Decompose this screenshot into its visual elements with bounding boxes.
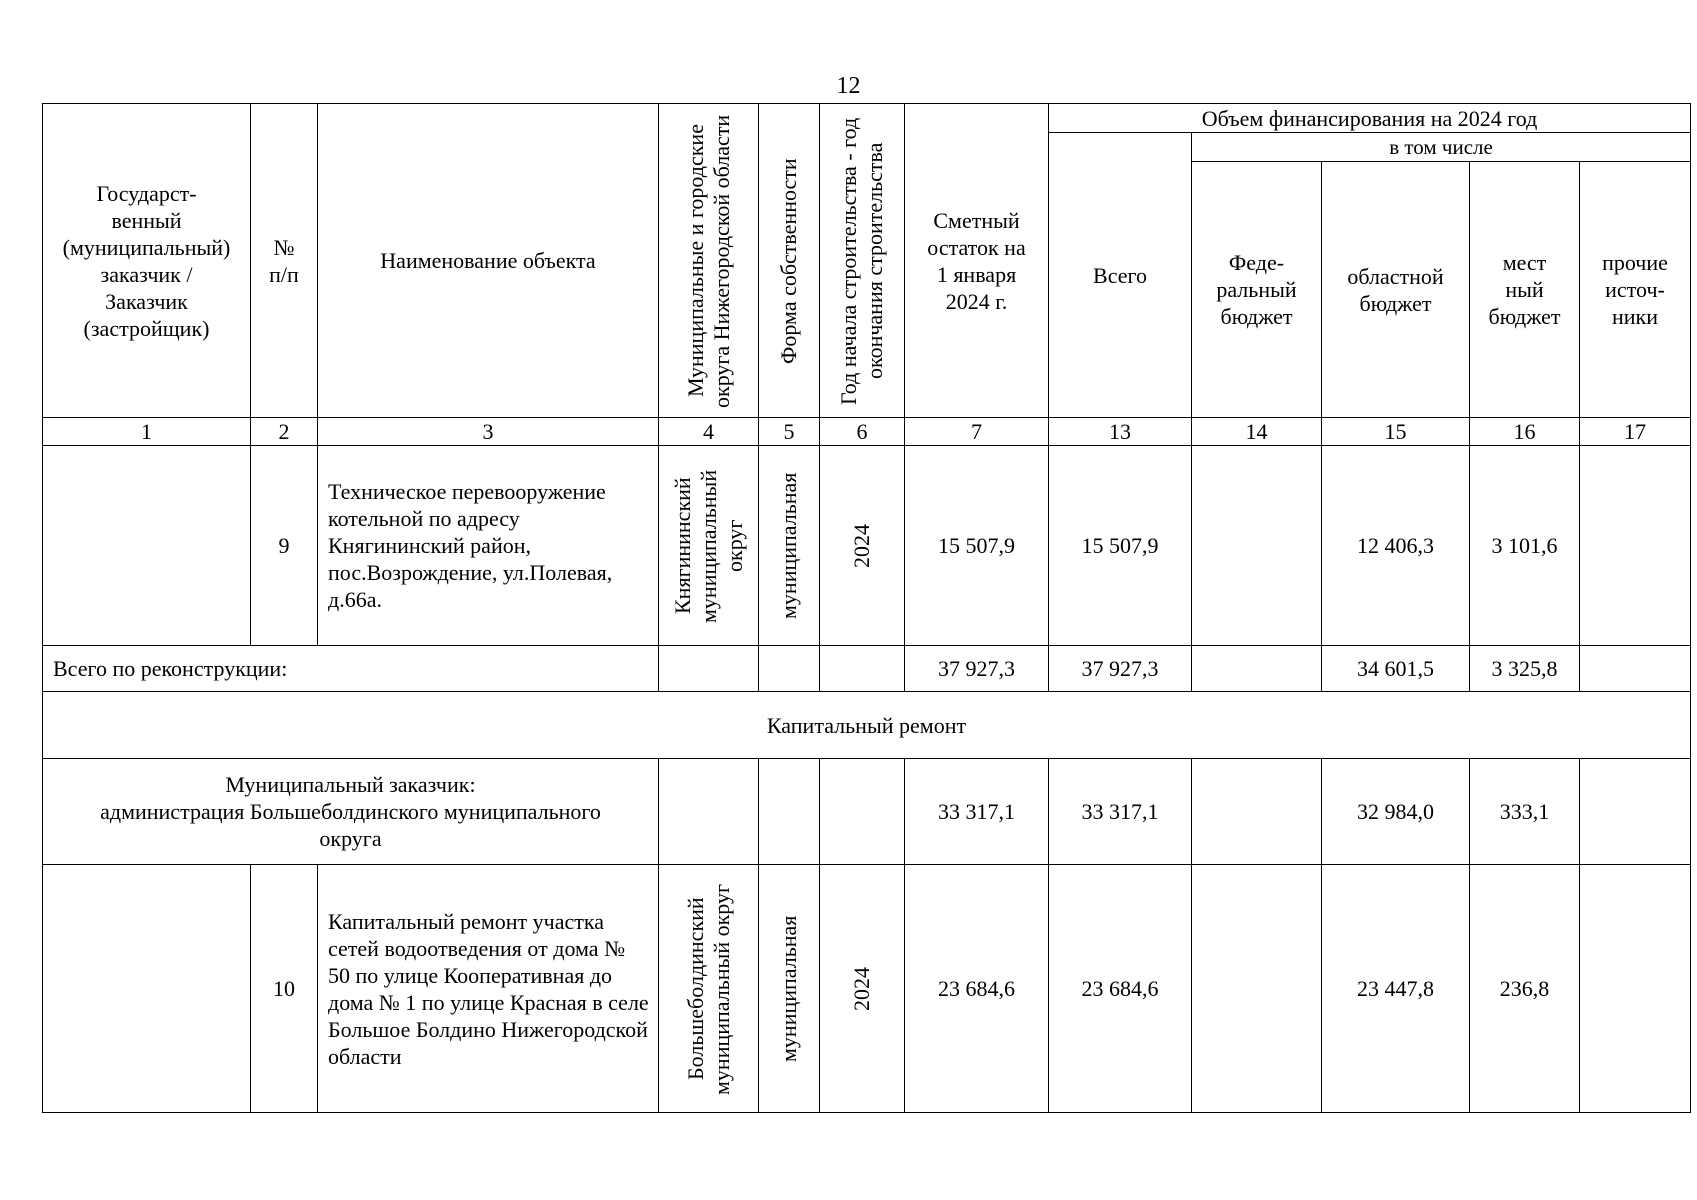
col-num: 15 — [1322, 418, 1470, 446]
item-number: 10 — [251, 865, 318, 1113]
object-name: Капитальный ремонт участка сетей водоотведения от дома № 50 по улице Кооперативная до дома № 1 по улице Красная в селе Большое Болдино Нижегородской области — [318, 865, 659, 1113]
col-num: 2 — [251, 418, 318, 446]
item-number: 9 — [251, 446, 318, 646]
local-value: 236,8 — [1470, 865, 1580, 1113]
local-value: 333,1 — [1470, 759, 1580, 865]
header-total: Всего — [1049, 133, 1192, 418]
local-value: 3 325,8 — [1470, 646, 1580, 692]
district-cell: Большеболдинский муниципальный округ — [659, 865, 759, 1113]
header-federal: Феде- ральный бюджет — [1192, 162, 1322, 418]
estimate-value: 23 684,6 — [905, 865, 1049, 1113]
federal-value — [1192, 446, 1322, 646]
table-row-customer — [43, 759, 1691, 865]
other-value — [1580, 865, 1691, 1113]
total-value: 37 927,3 — [1049, 646, 1192, 692]
financing-table — [42, 103, 1691, 1113]
local-value: 3 101,6 — [1470, 446, 1580, 646]
header-estimate: Сметный остаток на 1 января 2024 г. — [905, 104, 1049, 418]
header-regional: областной бюджет — [1322, 162, 1470, 418]
total-value: 23 684,6 — [1049, 865, 1192, 1113]
other-value — [1580, 646, 1691, 692]
table-row-total — [43, 646, 1691, 692]
years-cell: 2024 — [820, 446, 905, 646]
col-num: 6 — [820, 418, 905, 446]
empty-cell — [759, 759, 820, 865]
customer-cell — [43, 865, 251, 1113]
regional-value: 34 601,5 — [1322, 646, 1470, 692]
col-num: 7 — [905, 418, 1049, 446]
ownership-cell: муниципальная — [759, 865, 820, 1113]
header-other: прочие источ- ники — [1580, 162, 1691, 418]
empty-cell — [659, 646, 759, 692]
regional-value: 23 447,8 — [1322, 865, 1470, 1113]
other-value — [1580, 759, 1691, 865]
col-num: 5 — [759, 418, 820, 446]
table-row — [43, 865, 1691, 1113]
header-ownership: Форма собственности — [759, 104, 820, 418]
header-local: мест ный бюджет — [1470, 162, 1580, 418]
column-number-row — [43, 418, 1691, 446]
customer-label: Муниципальный заказчик: администрация Большеболдинского муниципального округа — [43, 759, 659, 865]
section-title: Капитальный ремонт — [43, 692, 1691, 759]
empty-cell — [659, 759, 759, 865]
regional-value: 12 406,3 — [1322, 446, 1470, 646]
federal-value — [1192, 865, 1322, 1113]
empty-cell — [820, 646, 905, 692]
col-num: 13 — [1049, 418, 1192, 446]
object-name: Техническое перевооружение котельной по адресу Княгининский район, пос.Возрождение, ул.Полевая, д.66а. — [318, 446, 659, 646]
col-num: 14 — [1192, 418, 1322, 446]
header-financing-title: Объем финансирования на 2024 год — [1049, 104, 1691, 133]
header-years: Год начала строительства - год окончания строительства — [820, 104, 905, 418]
estimate-value: 33 317,1 — [905, 759, 1049, 865]
col-num: 4 — [659, 418, 759, 446]
estimate-value: 37 927,3 — [905, 646, 1049, 692]
col-num: 3 — [318, 418, 659, 446]
header-including: в том числе — [1192, 133, 1691, 162]
total-value: 15 507,9 — [1049, 446, 1192, 646]
federal-value — [1192, 646, 1322, 692]
ownership-cell: муниципальная — [759, 446, 820, 646]
estimate-value: 15 507,9 — [905, 446, 1049, 646]
years-cell: 2024 — [820, 865, 905, 1113]
col-num: 16 — [1470, 418, 1580, 446]
regional-value: 32 984,0 — [1322, 759, 1470, 865]
empty-cell — [759, 646, 820, 692]
header-district: Муниципальные и городские округа Нижегородской области — [659, 104, 759, 418]
reconstruction-total-label: Всего по реконструкции: — [43, 646, 659, 692]
other-value — [1580, 446, 1691, 646]
header-object-name: Наименование объекта — [318, 104, 659, 418]
customer-cell — [43, 446, 251, 646]
table-row — [43, 446, 1691, 646]
empty-cell — [820, 759, 905, 865]
col-num: 1 — [43, 418, 251, 446]
page-number: 12 — [836, 73, 861, 99]
header-number: № п/п — [251, 104, 318, 418]
district-cell: Княгининский муниципальный округ — [659, 446, 759, 646]
section-row — [43, 692, 1691, 759]
header-row-1 — [43, 104, 1691, 133]
federal-value — [1192, 759, 1322, 865]
total-value: 33 317,1 — [1049, 759, 1192, 865]
header-customer: Государст- венный (муниципальный) заказчик / Заказчик (застройщик) — [43, 104, 251, 418]
col-num: 17 — [1580, 418, 1691, 446]
